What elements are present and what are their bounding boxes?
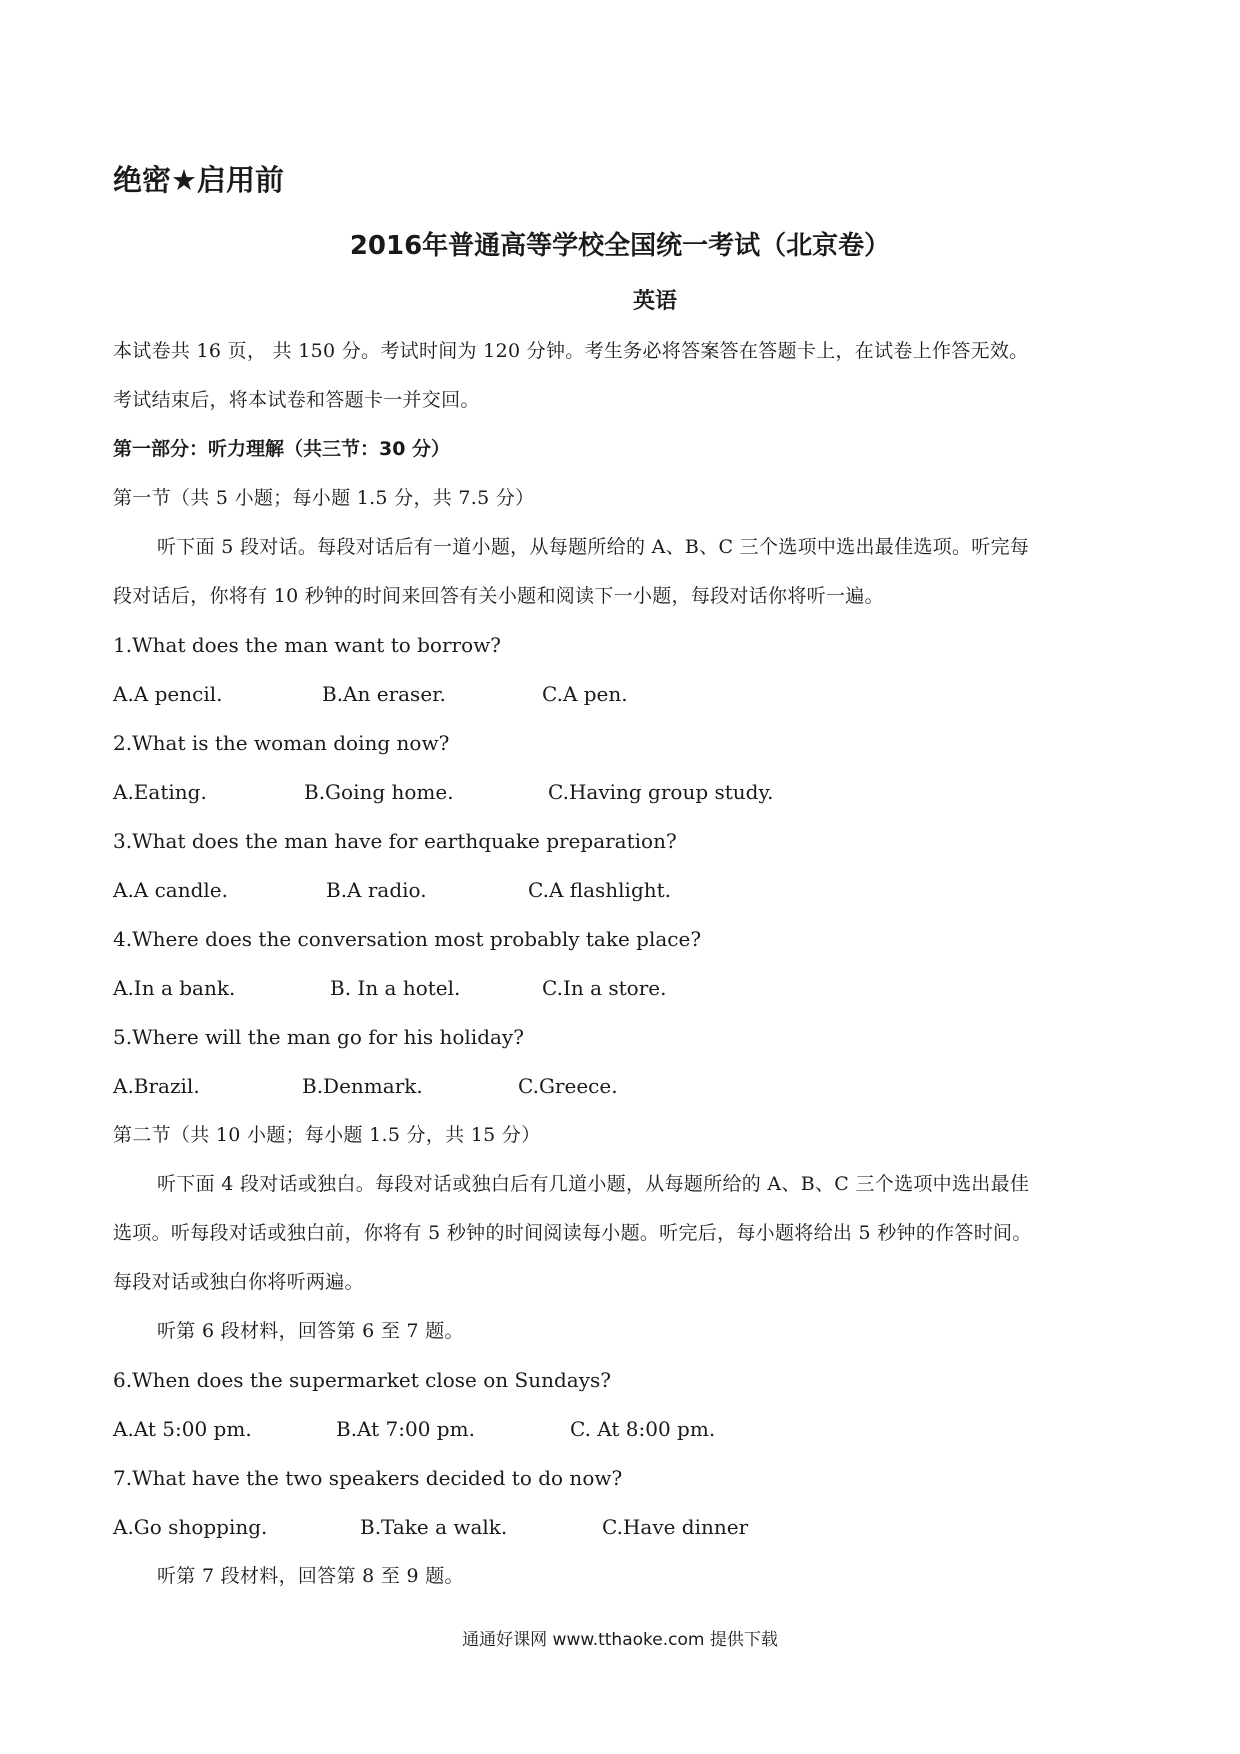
section2-heading: 第二节（共 10 小题；每小题 1.5 分，共 15 分）: [113, 1124, 541, 1146]
q1-option-c: C.A pen.: [542, 682, 628, 706]
q7-option-c: C.Have dinner: [602, 1515, 749, 1539]
section1-instructions-2: 段对话后，你将有 10 秒钟的时间来回答有关小题和阅读下一小题，每段对话你将听一遍。: [113, 585, 884, 607]
q6-option-b: B.At 7:00 pm.: [336, 1417, 475, 1441]
confidential-label: 绝密★启用前: [113, 163, 284, 197]
q4-option-c: C.In a store.: [542, 976, 667, 1000]
q2-option-b: B.Going home.: [304, 780, 454, 804]
q3-option-c: C.A flashlight.: [528, 878, 672, 902]
question-2: 2.What is the woman doing now?: [113, 731, 450, 755]
q1-option-a: A.A pencil.: [113, 682, 223, 706]
section2-instructions-2: 选项。听每段对话或独白前，你将有 5 秒钟的时间阅读每小题。听完后，每小题将给出 5 秒钟的作答时间。: [113, 1222, 1032, 1244]
section2-instructions-1: 听下面 4 段对话或独白。每段对话或独白后有几道小题，从每题所给的 A、B、C 三个选项中选出最佳: [157, 1173, 1030, 1195]
question-7: 7.What have the two speakers decided to do now?: [113, 1466, 623, 1490]
q5-option-a: A.Brazil.: [113, 1074, 200, 1098]
q5-option-c: C.Greece.: [518, 1074, 618, 1098]
intro-line-1: 本试卷共 16 页， 共 150 分。考试时间为 120 分钟。考生务必将答案答在答题卡上，在试卷上作答无效。: [113, 340, 1029, 362]
material-7-instructions: 听第 7 段材料，回答第 8 至 9 题。: [157, 1565, 464, 1587]
question-1: 1.What does the man want to borrow?: [113, 633, 501, 657]
page-footer: 通通好课网 www.tthaoke.com 提供下载: [462, 1630, 778, 1650]
q5-option-b: B.Denmark.: [302, 1074, 423, 1098]
question-5: 5.Where will the man go for his holiday?: [113, 1025, 524, 1049]
exam-title: 2016年普通高等学校全国统一考试（北京卷）: [349, 231, 891, 261]
question-6: 6.When does the supermarket close on Sundays?: [113, 1368, 611, 1392]
q3-option-b: B.A radio.: [326, 878, 427, 902]
q3-option-a: A.A candle.: [113, 878, 228, 902]
q1-option-b: B.An eraser.: [322, 682, 446, 706]
question-4: 4.Where does the conversation most probably take place?: [113, 927, 702, 951]
question-3: 3.What does the man have for earthquake preparation?: [113, 829, 677, 853]
section2-instructions-3: 每段对话或独白你将听两遍。: [113, 1271, 364, 1293]
part1-heading: 第一部分：听力理解（共三节：30 分）: [113, 438, 451, 460]
subject-title: 英语: [632, 289, 677, 314]
intro-line-2: 考试结束后，将本试卷和答题卡一并交回。: [113, 389, 480, 411]
q2-option-c: C.Having group study.: [548, 780, 774, 804]
q4-option-a: A.In a bank.: [113, 976, 236, 1000]
material-6-instructions: 听第 6 段材料，回答第 6 至 7 题。: [157, 1320, 464, 1342]
q7-option-a: A.Go shopping.: [113, 1515, 268, 1539]
q7-option-b: B.Take a walk.: [360, 1515, 508, 1539]
section1-instructions-1: 听下面 5 段对话。每段对话后有一道小题，从每题所给的 A、B、C 三个选项中选出最佳选项。听完每: [157, 536, 1030, 558]
q6-option-c: C. At 8:00 pm.: [570, 1417, 716, 1441]
q4-option-b: B. In a hotel.: [330, 976, 461, 1000]
section1-heading: 第一节（共 5 小题；每小题 1.5 分，共 7.5 分）: [113, 487, 535, 509]
q6-option-a: A.At 5:00 pm.: [113, 1417, 252, 1441]
q2-option-a: A.Eating.: [113, 780, 207, 804]
